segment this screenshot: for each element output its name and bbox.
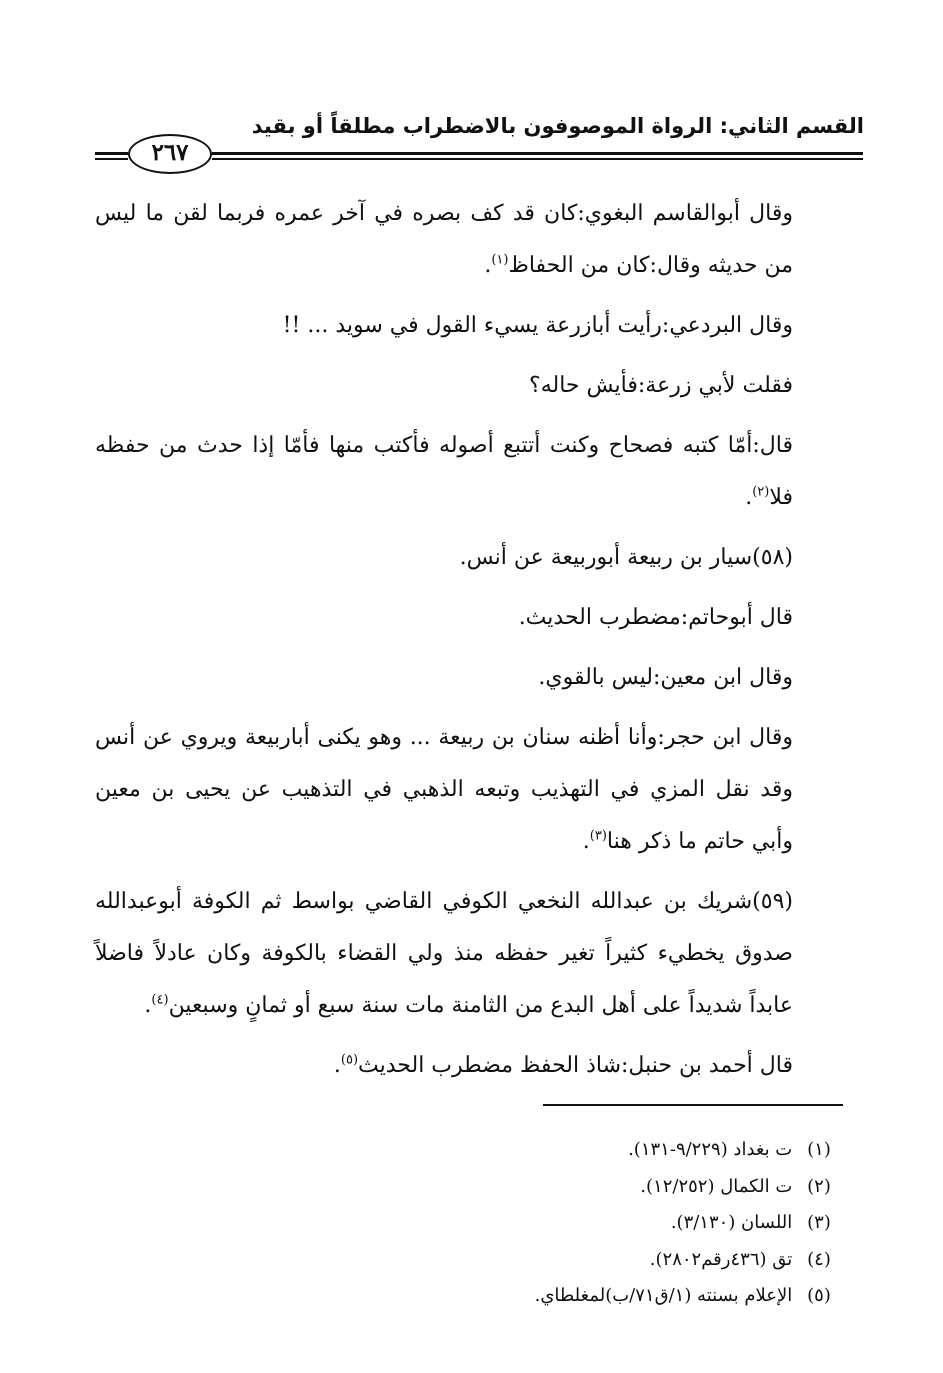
page-number: ٢٦٧ — [128, 134, 212, 174]
footnote-item: (٥) الإعلام بسنته (١/ق٧١/ب)لمغلطاي. — [534, 1285, 831, 1306]
paragraph: قال أحمد بن حنبل:شاذ الحفظ مضطرب الحديث$^{(٥)}$. — [333, 1052, 793, 1078]
main-text — [95, 188, 843, 1100]
footnote-item: (١) ت بغداد (٩/٢٢٩-١٣١). — [628, 1139, 831, 1160]
header-rule-left-lower — [95, 158, 128, 160]
running-header-title: القسم الثاني: الرواة الموصوفون بالاضطراب مطلقاً أو بقيد — [251, 114, 864, 138]
paragraph: وقال أبوالقاسم البغوي:كان قد كف بصره في آخر عمره فربما لقن ما ليس من حديثه وقال:كان من الحفاظ$^{(١)}$. — [95, 201, 793, 278]
header-rule-left — [95, 152, 128, 155]
header-rule-right — [212, 152, 863, 155]
entry-heading: (٥٩)شريك بن عبدالله النخعي الكوفي القاضي بواسط ثم الكوفة أبوعبدالله صدوق يخطيء كثيراً تغير حفظه منذ ولي القضاء بالكوفة وكان عادلاً فاضلاً عابداً شديداً على أهل البدع من الثامنة مات سنة سبع أو ثمانٍ وسبعين$^{(٤)}$. — [95, 889, 793, 1018]
footnote-item: (٣) اللسان (٣/١٣٠). — [670, 1212, 831, 1233]
footnote-separator — [543, 1104, 843, 1106]
footnote-item: (٤) تق (٤٣٦رقم٢٨٠٢). — [649, 1248, 831, 1270]
paragraph: وقال ابن حجر:وأنا أظنه سنان بن ربيعة ... وهو يكنى أباربيعة ويروي عن أنس وقد نقل المزي في التهذيب وتبعه الذهبي في التذهيب عن يحيى بن معين وأبي حاتم ما ذكر هنا$^{(٣)}$. — [95, 725, 793, 854]
header-rule-right-lower — [212, 158, 863, 160]
footnotes — [460, 1132, 840, 1315]
paragraph: قال أبوحاتم:مضطرب الحديث. — [518, 605, 793, 630]
entry-heading: (٥٨)سيار بن ربيعة أبوربيعة عن أنس. — [459, 545, 793, 570]
paragraph: قال:أمّا كتبه فصحاح وكنت أتتبع أصوله فأكتب منها فأمّا إذا حدث من حفظه فلا$^{(٢)}$. — [95, 433, 793, 510]
paragraph: وقال البردعي:رأيت أبازرعة يسيء القول في سويد ... !! — [282, 313, 793, 338]
paragraph: وقال ابن معين:ليس بالقوي. — [538, 665, 793, 690]
footnote-item: (٢) ت الكمال (١٢/٢٥٢). — [640, 1175, 831, 1197]
paragraph: فقلت لأبي زرعة:فأيش حاله؟ — [529, 373, 793, 398]
